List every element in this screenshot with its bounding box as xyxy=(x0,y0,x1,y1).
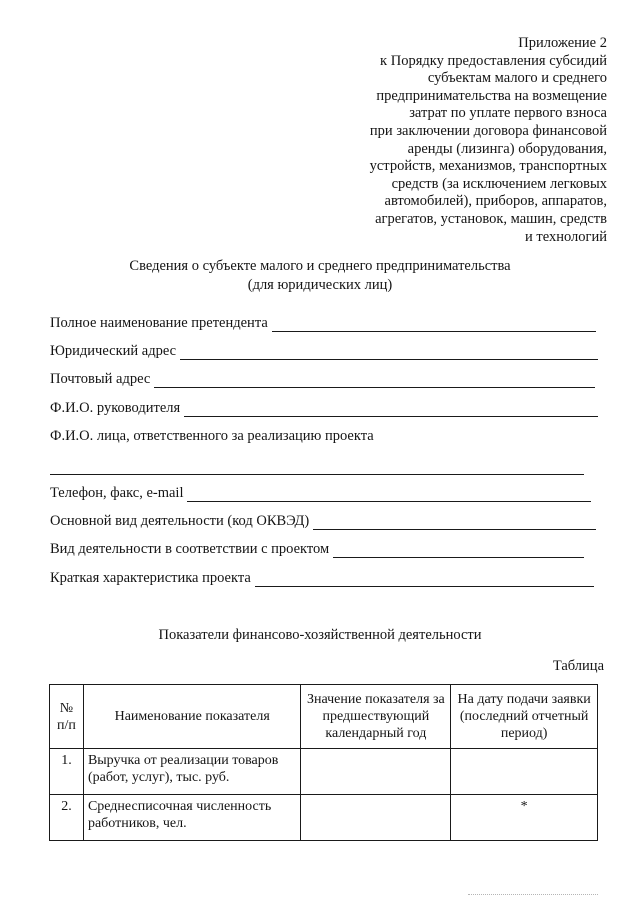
header-name: Наименование показателя xyxy=(83,685,301,749)
header-prev-year: Значение показателя за предшествующий календарный год xyxy=(301,685,451,749)
row-prev-value[interactable] xyxy=(301,795,451,841)
postal-address-label: Почтовый адрес xyxy=(50,371,151,387)
appendix-line: средств (за исключением легковых xyxy=(391,175,607,192)
main-activity-row xyxy=(50,513,596,530)
appendix-line: Приложение 2 xyxy=(518,35,607,51)
heading-subtitle: (для юридических лиц) xyxy=(247,277,393,293)
director-label: Ф.И.О. руководителя xyxy=(50,400,181,416)
appendix-line: автомобилей), приборов, аппаратов, xyxy=(384,193,607,210)
legal-address-field[interactable] xyxy=(180,345,598,360)
postal-address-row xyxy=(50,371,595,388)
full-name-row xyxy=(50,315,596,332)
main-activity-field[interactable] xyxy=(313,515,596,530)
project-summary-label: Краткая характеристика проекта xyxy=(50,570,251,586)
responsible-label: Ф.И.О. лица, ответственного за реализацию проекта xyxy=(50,428,374,444)
header-current: На дату подачи заявки (последний отчетный период) xyxy=(451,685,598,749)
project-summary-field[interactable] xyxy=(255,572,594,587)
appendix-line: агрегатов, установок, машин, средств xyxy=(375,210,607,227)
row-name: Среднесписочная численность работников, чел. xyxy=(83,795,301,841)
full-name-label: Полное наименование претендента xyxy=(50,315,268,331)
table-row xyxy=(50,749,598,795)
director-row xyxy=(50,400,598,417)
responsible-field[interactable] xyxy=(50,473,584,475)
appendix-line: при заключении договора финансовой xyxy=(369,122,607,139)
table-row xyxy=(50,795,598,841)
appendix-line: и технологий xyxy=(525,228,607,245)
section-title: Показатели финансово-хозяйственной деятельности xyxy=(158,627,482,643)
row-current-value[interactable]: * xyxy=(451,795,598,841)
responsible-row xyxy=(50,428,598,445)
project-activity-label: Вид деятельности в соответствии с проектом xyxy=(50,541,330,557)
appendix-line: устройств, механизмов, транспортных xyxy=(369,158,607,175)
contacts-label: Телефон, факс, e-mail xyxy=(50,485,184,501)
financial-indicators-table xyxy=(49,684,598,841)
legal-address-row xyxy=(50,343,598,360)
appendix-line: аренды (лизинга) оборудования, xyxy=(407,140,607,157)
document-heading xyxy=(0,257,640,295)
contacts-field[interactable] xyxy=(187,487,591,502)
appendix-line: к Порядку предоставления субсидий xyxy=(380,52,607,69)
table-header-row xyxy=(50,685,598,749)
contacts-row xyxy=(50,485,591,502)
row-num: 1. xyxy=(50,749,84,795)
appendix-line: предпринимательства на возмещение xyxy=(376,87,607,104)
appendix-line: затрат по уплате первого взноса xyxy=(409,105,607,122)
appendix-header xyxy=(317,35,607,246)
row-num: 2. xyxy=(50,795,84,841)
row-current-value[interactable] xyxy=(451,749,598,795)
table-label: Таблица xyxy=(552,658,604,674)
project-summary-row xyxy=(50,570,594,587)
legal-address-label: Юридический адрес xyxy=(50,343,177,359)
main-activity-label: Основной вид деятельности (код ОКВЭД) xyxy=(50,513,310,529)
appendix-line: субъектам малого и среднего xyxy=(427,70,607,87)
full-name-field[interactable] xyxy=(272,317,596,332)
header-num: № п/п xyxy=(50,685,84,749)
project-activity-field[interactable] xyxy=(333,543,584,558)
row-prev-value[interactable] xyxy=(301,749,451,795)
director-field[interactable] xyxy=(184,402,598,417)
scan-artifact xyxy=(468,893,598,895)
heading-title: Сведения о субъекте малого и среднего предпринимательства xyxy=(129,258,511,274)
postal-address-field[interactable] xyxy=(154,373,595,388)
project-activity-row xyxy=(50,541,584,558)
row-name: Выручка от реализации товаров (работ, услуг), тыс. руб. xyxy=(83,749,301,795)
